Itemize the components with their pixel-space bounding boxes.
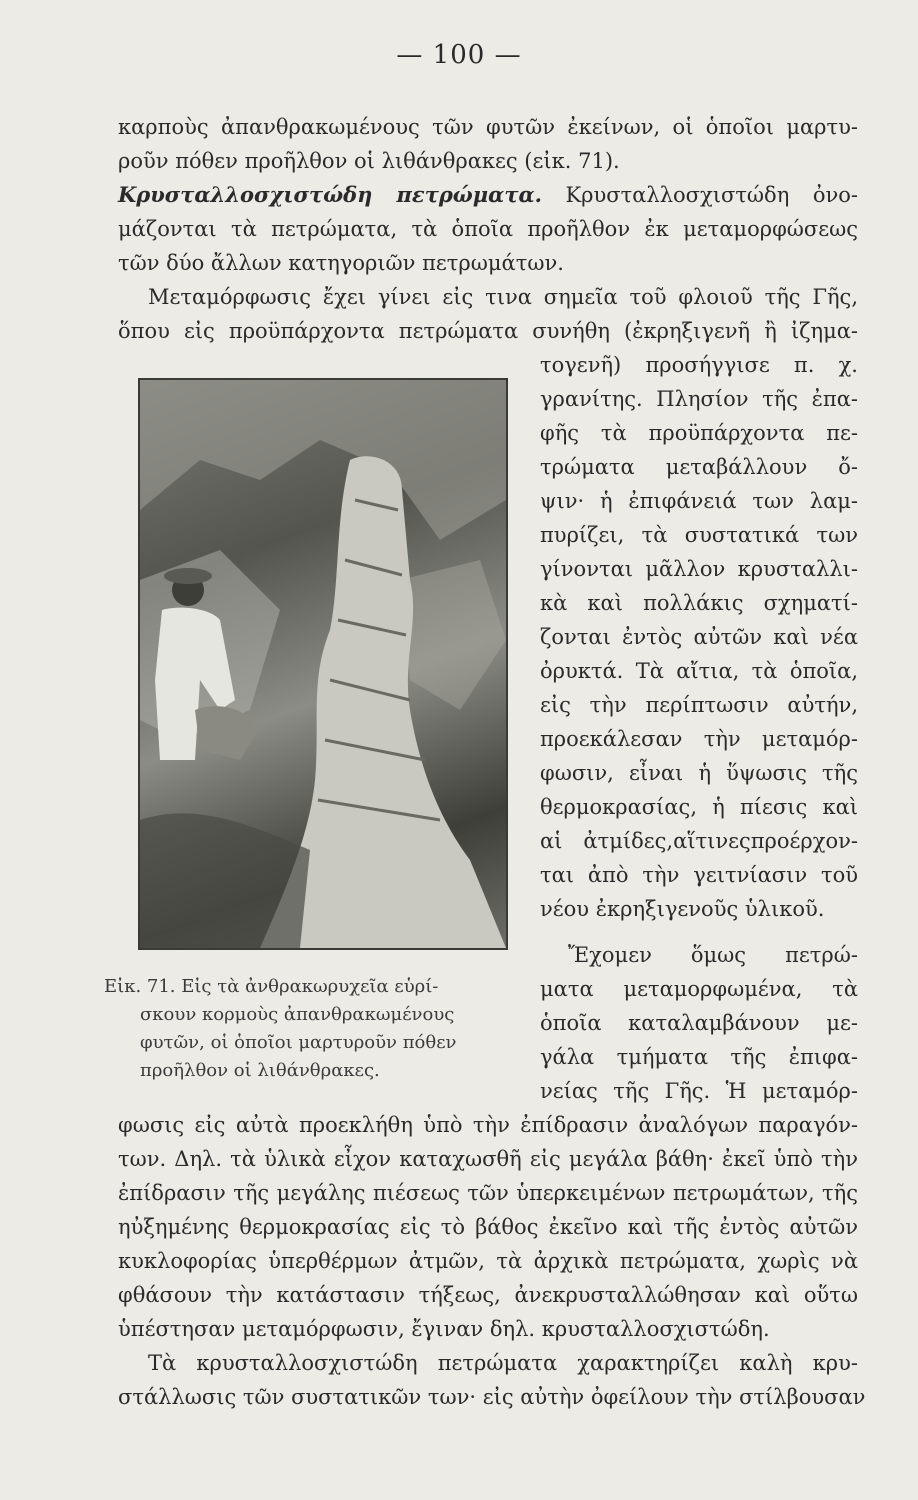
column-text-line: ζονται ἐντὸς αὐτῶν καὶ νέα: [540, 625, 858, 649]
column-text-line: φωσιν, εἶναι ἡ ὕψωσις τῆς: [540, 761, 858, 785]
column-text-line: γρανίτης. Πλησίον τῆς ἐπα-: [540, 387, 858, 411]
text-line: μάζονται τὰ πετρώματα, τὰ ὁποῖα προῆλθον ἐκ μεταμορφώσεως: [118, 217, 858, 241]
column-text-line: προεκάλεσαν τὴν μεταμόρ-: [540, 727, 858, 751]
column-text-line: πυρίζει, τὰ συστατικά των: [540, 523, 858, 547]
heading-continuation: Κρυσταλλοσχιστώδη ὀνο-: [541, 183, 858, 207]
text-line: καρποὺς ἀπανθρακωμένους τῶν φυτῶν ἐκείνων, οἱ ὁποῖοι μαρτυ-: [118, 115, 858, 139]
column-text-line: ματα μεταμορφωμένα, τὰ: [540, 977, 858, 1001]
column-text-line: ψιν· ἡ ἐπιφάνειά των λαμ-: [540, 489, 858, 513]
text-line: ὑπέστησαν μεταμόρφωσιν, ἔγιναν δηλ. κρυσταλλοσχιστώδη.: [118, 1317, 770, 1341]
figure-photograph: [138, 378, 508, 950]
text-line: Μεταμόρφωσις ἔχει γίνει εἰς τινα σημεῖα τοῦ φλοιοῦ τῆς Γῆς,: [148, 285, 858, 309]
text-line: στάλλωσις τῶν συστατικῶν των· εἰς αὐτὴν ὀφείλουν τὴν στίλβουσαν: [118, 1385, 866, 1409]
column-text-line: γάλα τμήματα τῆς ἐπιφα-: [540, 1045, 858, 1069]
column-text-line: ὀρυκτά. Τὰ αἴτια, τὰ ὁποῖα,: [540, 659, 858, 683]
column-text-line: γίνονται μᾶλλον κρυσταλλι-: [540, 557, 858, 581]
column-text-line: ται ἀπὸ τὴν γειτνίασιν τοῦ: [540, 863, 858, 887]
column-text-line: κὰ καὶ πολλάκις σχηματί-: [540, 591, 858, 615]
text-line: ηὐξημένης θερμοκρασίας εἰς τὸ βάθος ἐκεῖνο καὶ τῆς ἐντὸς αὐτῶν: [118, 1215, 858, 1239]
text-line: ἐπίδρασιν τῆς μεγάλης πιέσεως τῶν ὑπερκειμένων πετρωμάτων, τῆς: [118, 1181, 858, 1205]
text-line: τῶν δύο ἄλλων κατηγοριῶν πετρωμάτων.: [118, 251, 564, 275]
text-line: των. Δηλ. τὰ ὑλικὰ εἶχον καταχωσθῆ εἰς μεγάλα βάθη· ἐκεῖ ὑπὸ τὴν: [118, 1147, 858, 1171]
text-line: ροῦν πόθεν προῆλθον οἱ λιθάνθρακες (εἰκ. 71).: [118, 149, 620, 173]
figure-caption-line: σκουν κορμοὺς ἀπανθρακωμένους: [140, 1004, 455, 1025]
column-text-line: θερμοκρασίας, ἡ πίεσις καὶ: [540, 795, 858, 819]
column-text-line: νείας τῆς Γῆς. Ἡ μεταμόρ-: [540, 1079, 858, 1103]
coal-trunk-photo-illustration: [140, 380, 506, 948]
column-text-line: Ἔχομεν ὅμως πετρώ-: [568, 943, 858, 967]
column-text-line: νέου ἐκρηξιγενοῦς ὑλικοῦ.: [540, 897, 825, 921]
column-text-line: εἰς τὴν περίπτωσιν αὐτήν,: [540, 693, 858, 717]
page-number: — 100 —: [396, 40, 522, 70]
column-text-line: αἱ ἀτμίδες,αἵτινεςπροέρχον-: [540, 829, 858, 853]
text-line: ὅπου εἰς προϋπάρχοντα πετρώματα συνήθη (ἐκρηξιγενῆ ἢ ἰζημα-: [118, 319, 858, 343]
column-text-line: ὁποῖα καταλαμβάνουν με-: [540, 1011, 858, 1035]
text-line: φθάσουν τὴν κατάστασιν τήξεως, ἀνεκρυσταλλώθησαν καὶ οὕτω: [118, 1283, 858, 1307]
section-heading: Κρυσταλλοσχιστώδη πετρώματα.: [118, 182, 542, 207]
figure-caption-line: Εἰκ. 71. Εἰς τὰ ἀνθρακωρυχεῖα εὑρί-: [104, 976, 439, 997]
column-text-line: τογενῆ) προσήγγισε π. χ.: [540, 353, 858, 377]
text-line: φωσις εἰς αὐτὰ προεκλήθη ὑπὸ τὴν ἐπίδρασιν ἀναλόγων παραγόν-: [118, 1113, 858, 1137]
section-heading-line: [118, 180, 858, 210]
figure-caption-line: φυτῶν, οἱ ὁποῖοι μαρτυροῦν πόθεν: [140, 1032, 457, 1053]
text-line: Τὰ κρυσταλλοσχιστώδη πετρώματα χαρακτηρίζει καλὴ κρυ-: [148, 1351, 858, 1375]
text-line: κυκλοφορίας ὑπερθέρμων ἀτμῶν, τὰ ἀρχικὰ πετρώματα, χωρὶς νὰ: [118, 1249, 858, 1273]
column-text-line: τρώματα μεταβάλλουν ὄ-: [540, 455, 858, 479]
figure-caption-line: προῆλθον οἱ λιθάνθρακες.: [140, 1060, 380, 1081]
column-text-line: φῆς τὰ προϋπάρχοντα πε-: [540, 421, 858, 445]
